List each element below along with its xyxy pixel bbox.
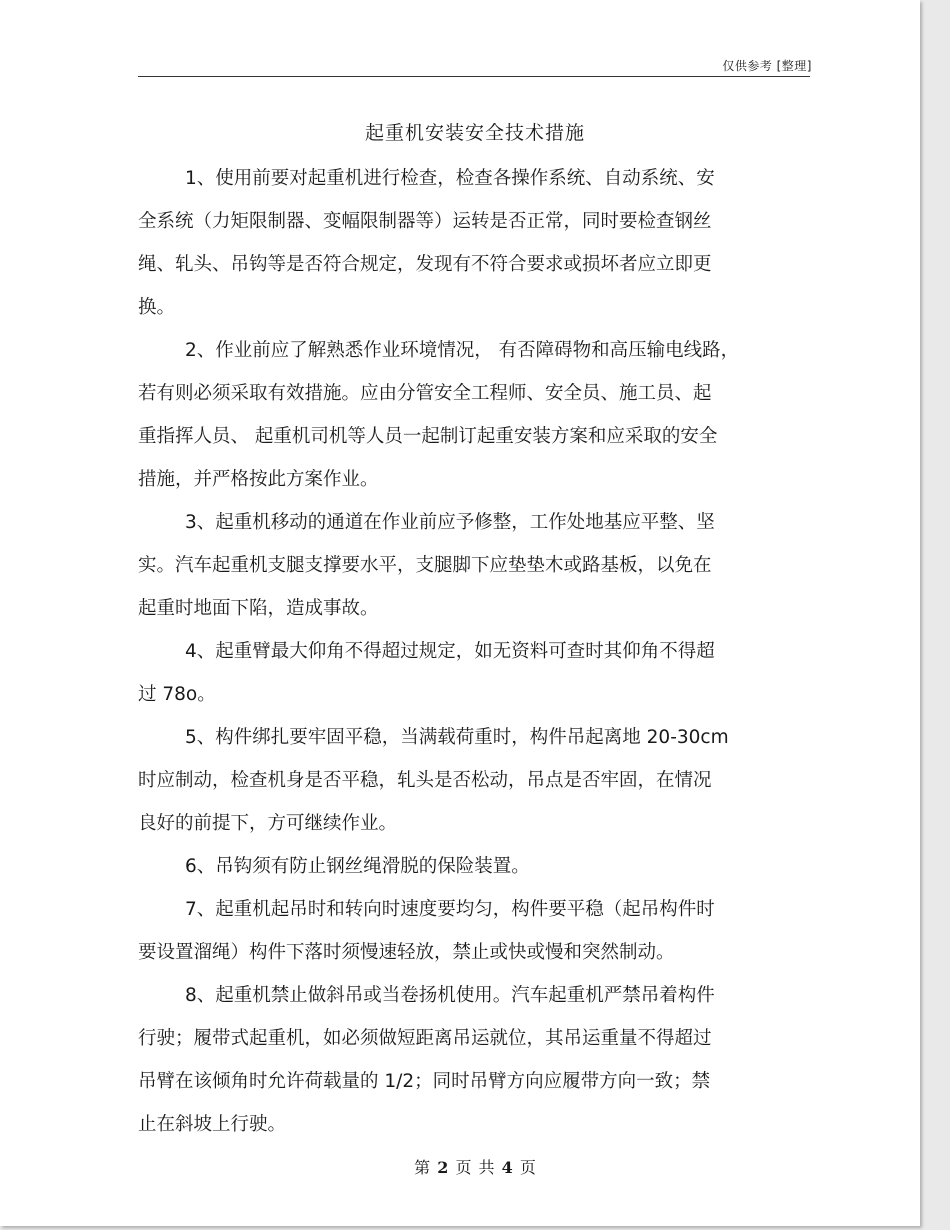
text-line: 起重时地面下陷，造成事故。 bbox=[138, 598, 379, 619]
text-line: 若有则必须采取有效措施。应由分管安全工程师、安全员、施工员、起 bbox=[138, 383, 712, 404]
text-line: 5、构件绑扎要牢固平稳，当满载荷重时，构件吊起离地 20-30cm bbox=[185, 727, 729, 748]
text-line: 4、起重臂最大仰角不得超过规定，如无资料可查时其仰角不得超 bbox=[185, 641, 715, 662]
text-line: 时应制动，检查机身是否平稳，轧头是否松动，吊点是否牢固，在情况 bbox=[138, 770, 712, 791]
document-body bbox=[138, 157, 828, 1146]
footer-suffix: 页 bbox=[519, 1158, 536, 1177]
header-rule bbox=[138, 76, 810, 77]
paragraph bbox=[138, 845, 828, 888]
text-line: 3、起重机移动的通道在作业前应予修整，工作处地基应平整、坚 bbox=[185, 512, 715, 533]
text-line: 8、起重机禁止做斜吊或当卷扬机使用。汽车起重机严禁吊着构件 bbox=[185, 985, 715, 1006]
text-line: 全系统（力矩限制器、变幅限制器等）运转是否正常，同时要检查钢丝 bbox=[138, 211, 712, 232]
paragraph bbox=[138, 974, 828, 1146]
text-line: 换。 bbox=[138, 297, 176, 318]
document-title: 起重机安装安全技术措施 bbox=[364, 122, 585, 144]
text-line: 6、吊钩须有防止钢丝绳滑脱的保险装置。 bbox=[185, 856, 530, 877]
total-pages-number: 4 bbox=[501, 1158, 513, 1177]
page-footer bbox=[0, 1155, 950, 1178]
paragraph bbox=[138, 716, 828, 845]
text-line: 行驶；履带式起重机，如必须做短距离吊运就位，其吊运重量不得超过 bbox=[138, 1028, 712, 1049]
text-line: 止在斜坡上行驶。 bbox=[138, 1114, 287, 1135]
paragraph bbox=[138, 329, 828, 501]
text-line: 2、作业前应了解熟悉作业环境情况， 有否障碍物和高压输电线路， bbox=[185, 340, 740, 361]
paragraph bbox=[138, 630, 828, 716]
text-line: 绳、轧头、吊钩等是否符合规定，发现有不符合要求或损坏者应立即更 bbox=[138, 254, 712, 275]
text-line: 吊臂在该倾角时允许荷载量的 1/2；同时吊臂方向应履带方向一致；禁 bbox=[138, 1071, 711, 1092]
text-line: 实。汽车起重机支腿支撑要水平，支腿脚下应垫垫木或路基板，以免在 bbox=[138, 555, 712, 576]
text-line: 7、起重机起吊时和转向时速度要均匀，构件要平稳（起吊构件时 bbox=[185, 899, 715, 920]
current-page-number: 2 bbox=[437, 1158, 449, 1177]
text-line: 重指挥人员、 起重机司机等人员一起制订起重安装方案和应采取的安全 bbox=[138, 426, 718, 447]
paragraph bbox=[138, 157, 828, 329]
text-line: 良好的前提下，方可继续作业。 bbox=[138, 813, 398, 834]
paragraph bbox=[138, 888, 828, 974]
header-note: 仅供参考 [整理] bbox=[722, 59, 812, 73]
text-line: 1、使用前要对起重机进行检查，检查各操作系统、自动系统、安 bbox=[185, 168, 715, 189]
footer-middle: 页 共 bbox=[455, 1158, 495, 1177]
text-line: 过 78o。 bbox=[138, 684, 216, 705]
paragraph bbox=[138, 501, 828, 630]
text-line: 要设置溜绳）构件下落时须慢速轻放，禁止或快或慢和突然制动。 bbox=[138, 942, 675, 963]
footer-prefix: 第 bbox=[414, 1158, 431, 1177]
text-line: 措施，并严格按此方案作业。 bbox=[138, 469, 379, 490]
